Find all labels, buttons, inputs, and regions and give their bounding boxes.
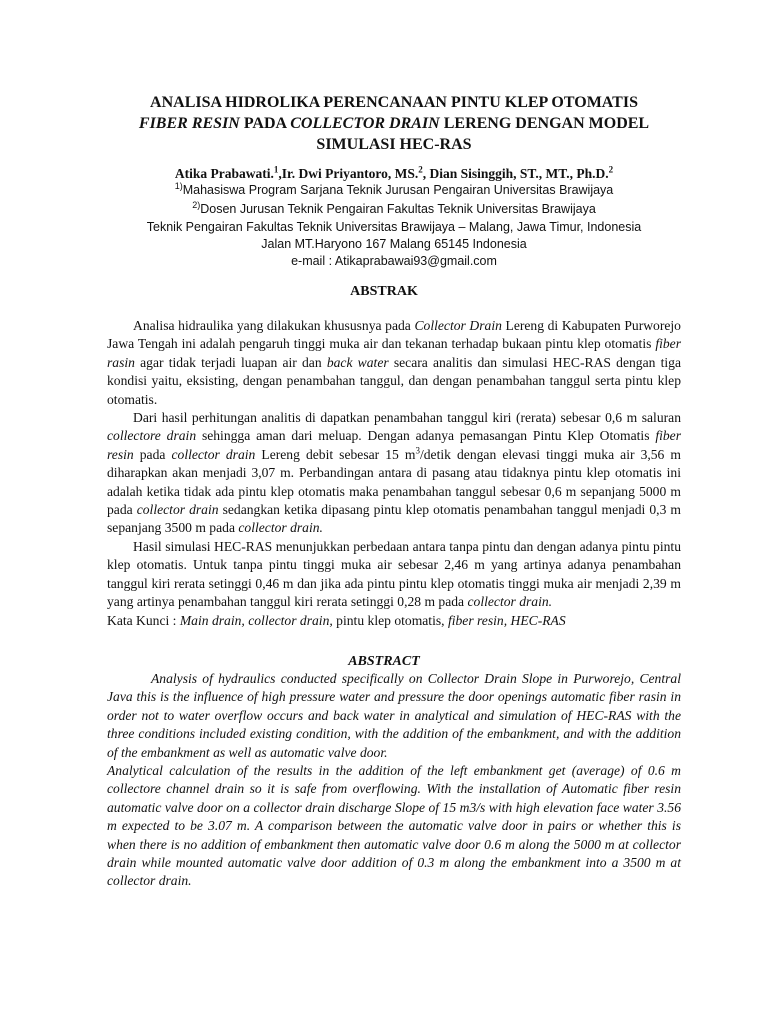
author-3-sup: 2: [608, 164, 614, 175]
abstrak-paragraph-3: [107, 538, 681, 612]
abstrak-paragraph-1: [107, 317, 681, 409]
text-run: Lereng di Kabupaten Purworejo Jawa Tengah ini adalah pengaruh tinggi muka air dan tekanan terhadap bukaan pintu klep otomatis: [107, 318, 681, 352]
title-line-1: ANALISA HIDROLIKA PERENCANAAN PINTU KLEP OTOMATIS: [150, 94, 638, 111]
author-1: Atika Prabawati.: [174, 166, 274, 181]
affiliation-1-text: Mahasiswa Program Sarjana Teknik Jurusan Pengairan Universitas Brawijaya: [182, 183, 614, 197]
text-run: Lereng debit sebesar 15 m: [255, 446, 416, 462]
affiliation-3: Teknik Pengairan Fakultas Teknik Universitas Brawijaya – Malang, Jawa Timur, Indonesia: [146, 220, 642, 234]
italic-term: collector drain.: [467, 594, 553, 610]
keywords: [107, 612, 681, 630]
keyword-italic: fiber resin, HEC-RAS: [447, 612, 566, 628]
italic-term: back water: [326, 354, 389, 370]
text-run: Dari hasil perhitungan analitis di dapatkan penambahan tanggul kiri (rerata) sebesar 0,6 m saluran: [133, 410, 681, 426]
title-line-3: SIMULASI HEC-RAS: [316, 136, 472, 153]
affiliation-address: Jalan MT.Haryono 167 Malang 65145 Indonesia: [261, 237, 527, 251]
italic-term: collector drain: [136, 502, 219, 518]
author-list: [60, 165, 728, 183]
abstrak-heading: ABSTRAK: [350, 284, 418, 299]
italic-term: Collector Drain: [414, 318, 502, 333]
keyword-italic: Main drain, collector drain,: [179, 612, 333, 628]
author-2-sup: 2: [418, 164, 423, 175]
keyword-text: pintu klep otomatis,: [332, 612, 448, 628]
italic-term: fiber resin: [107, 428, 681, 462]
italic-term: collectore drain: [107, 428, 197, 444]
title-line-2: [90, 113, 698, 134]
affiliation-2: [60, 201, 728, 218]
italic-term: collector drain.: [238, 520, 323, 536]
abstrak-paragraph-2: [107, 409, 681, 538]
text-run: secara analitis dan simulasi HEC-RAS dengan tiga kondisi yaitu, eksisting, dengan penambahan tanggul, dan dengan penambahan tanggul serta pintu klep otomatis.: [107, 354, 681, 407]
superscript: 3: [415, 445, 420, 456]
abstract-paragraph-2: Analytical calculation of the results in the addition of the left embankment get (average) of 0.6 m collectore channel drain so it is safe from overflowing. With the installation of Automatic fiber resin automatic valve door on a collector drain discharge Slope of 15 m3/s with high elevation face water 3.56 m expected to be 3.07 m. A comparison between the automatic valve door in pairs or whether this is when there is no addition of embankment then automatic valve door 0.6 m along the 5000 m at collector drain while mounted automatic valve door addition of 0.3 m along the embankment into a 3500 m at collector drain.: [107, 763, 681, 889]
author-email: e-mail : Atikaprabawai93@gmail.com: [291, 254, 497, 268]
text-run: agar tidak terjadi luapan air dan: [134, 354, 327, 370]
text-run: Analisa hidraulika yang dilakukan khususnya pada: [133, 318, 415, 333]
author-1-sup: 1: [273, 164, 279, 175]
affiliation-2-text: Dosen Jurusan Teknik Pengairan Fakultas Teknik Universitas Brawijaya: [200, 202, 596, 216]
title-italic-collector-drain: COLLECTOR DRAIN: [290, 115, 440, 132]
abstract-body: [107, 670, 681, 891]
text-run: Hasil simulasi HEC-RAS menunjukkan perbedaan antara tanpa pintu dan dengan adanya pintu pintu klep otomatis. Untuk tanpa pintu tinggi muka air sebesar 2,46 m yang artinya adanya penambahan tanggul kiri rerata setinggi 0,46 m dan jika ada pintu pintu klep otomatis tinggi muka air menjadi 2,39 m yang artinya penambahan tanggul kiri rerata setinggi 0,28 m pada: [107, 538, 681, 610]
keywords-label: Kata Kunci :: [107, 612, 180, 628]
affiliation-2-sup: 2): [192, 199, 201, 210]
abstract-heading: ABSTRACT: [348, 654, 420, 669]
author-2: ,Ir. Dwi Priyantoro, MS.: [278, 166, 419, 181]
abstract-paragraph-1: Analysis of hydraulics conducted specifically on Collector Drain Slope in Purworejo, Central Java this is the influence of high pressure water and pressure the door openings automatic fiber rasin in order not to water overflow occurs and back water in analytical and simulation of HEC-RAS with the three conditions included existing condition, with the addition of the embankment, and with the addition of the embankment as well as automatic valve door.: [107, 671, 681, 760]
title-italic-fiber-resin: FIBER RESIN: [138, 115, 240, 132]
affiliation-1: [60, 182, 728, 199]
title-text-lereng: LERENG DENGAN MODEL: [439, 115, 650, 132]
italic-term: fiber rasin: [107, 336, 681, 370]
text-run: sedangkan ketika dipasang pintu klep otomatis penambahan tanggul menjadi 0,3 m sepanjang 3500 m pada: [107, 502, 681, 536]
title-text-pada: PADA: [239, 115, 291, 132]
paper-title: [90, 92, 698, 155]
text-run: sehingga aman dari meluap. Dengan adanya pemasangan Pintu Klep Otomatis: [196, 428, 656, 444]
italic-term: collector drain: [171, 446, 256, 462]
text-run: /detik dengan elevasi tinggi muka air 3,56 m diharapkan akan menjadi 3,07 m. Perbandingan antara di pasang atau tidaknya pintu klep otomatis ini adalah ketika tidak ada pintu klep otomatis maka penambahan tanggul sebesar 0,6 m sepanjang 5000 m pada: [107, 446, 681, 518]
affiliation-1-sup: 1): [174, 180, 183, 191]
abstrak-body: [107, 317, 681, 630]
author-3: , Dian Sisinggih, ST., MT., Ph.D.: [422, 166, 609, 181]
text-run: pada: [133, 446, 172, 462]
